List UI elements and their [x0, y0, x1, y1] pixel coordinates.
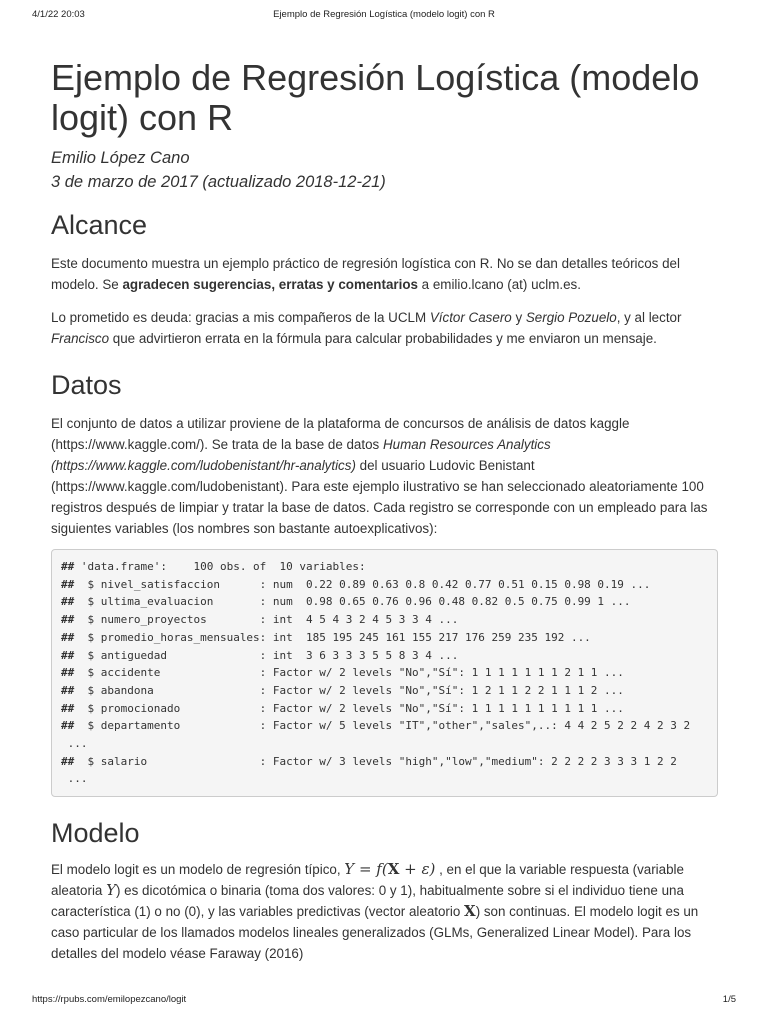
title-line-1: Ejemplo de Regresión Logística (modelo — [51, 57, 700, 98]
text-run: del usuario Ludovic Benistant (https://www.kaggle.com/ludobenistant). Para este ejemplo ilustrativo se han seleccionado aleatoriamente 100 registros después de limpiar y tratar la base de datos. Cada registro se corresponde con un empleado para las siguientes variables (los nombres son bastante autoexplicativos): — [51, 458, 708, 536]
code-line — [61, 595, 631, 608]
person-name: Sergio Pozuelo — [525, 310, 617, 325]
emphasis-suggestions: agradecen sugerencias, erratas y comentarios — [122, 277, 418, 292]
code-text: $ departamento : Factor w/ 5 levels "IT","other","sales",..: 4 4 2 5 2 2 4 2 3 2 — [74, 719, 691, 733]
code-prefix: ## — [61, 719, 75, 733]
text-run: que advirtieron errata en la fórmula para calcular probabilidades y me enviaron un mensaje. — [109, 331, 657, 346]
code-line — [61, 560, 366, 573]
print-header — [32, 9, 736, 23]
code-prefix: ## — [61, 648, 75, 662]
text-run: Lo prometido es deuda: gracias a mis compañeros de la UCLM — [51, 310, 430, 325]
code-line — [61, 578, 650, 591]
code-prefix: ## — [61, 666, 75, 680]
section-heading-alcance: Alcance — [51, 210, 148, 240]
code-line — [61, 684, 624, 697]
code-line — [61, 772, 88, 785]
text-run: y — [511, 310, 526, 325]
title-line-2: logit) con R — [51, 97, 234, 138]
code-prefix: ## — [61, 560, 75, 573]
code-prefix: ## — [61, 630, 75, 644]
section-heading-modelo: Modelo — [51, 818, 140, 849]
code-text: $ antiguedad : int 3 6 3 3 3 5 5 8 3 4 ... — [74, 648, 459, 662]
text-run: , en el que la variable respuesta (variable aleatoria — [51, 862, 684, 899]
print-footer — [32, 994, 736, 1008]
code-text: $ salario : Factor w/ 3 levels "high","low","medium": 2 2 2 2 3 3 3 1 2 2 — [74, 754, 677, 768]
text-run: , y al lector — [616, 310, 682, 325]
equation-model: Y = f(X + ε) — [344, 860, 436, 879]
code-prefix: ## — [61, 754, 75, 768]
code-text: $ numero_proyectos : int 4 5 4 3 2 4 5 3 3 4 ... — [74, 613, 459, 627]
page-title — [51, 58, 718, 138]
code-prefix: ## — [61, 595, 75, 609]
document-body — [51, 58, 718, 964]
modelo-paragraph — [51, 859, 718, 964]
code-text: $ promocionado : Factor w/ 2 levels "No","Sí": 1 1 1 1 1 1 1 1 1 1 ... — [74, 701, 624, 715]
doc-date: 3 de marzo de 2017 (actualizado 2018-12-21) — [51, 173, 386, 191]
alcance-paragraph-2 — [51, 307, 718, 349]
code-line — [61, 666, 624, 679]
text-run: El modelo logit es un modelo de regresión típico, — [51, 862, 345, 878]
code-prefix: ## — [61, 613, 75, 627]
code-output-block — [51, 549, 718, 797]
code-text: 'data.frame': 100 obs. of 10 variables: — [74, 560, 366, 573]
code-line — [61, 702, 624, 715]
code-text: $ accidente : Factor w/ 2 levels "No","Sí": 1 1 1 1 1 1 1 2 1 1 ... — [74, 666, 624, 680]
dataset-name-link[interactable]: Human Resources Analytics (https://www.kaggle.com/ludobenistant/hr-analytics) — [51, 437, 551, 473]
code-text: $ ultima_evaluacion : num 0.98 0.65 0.76 0.96 0.48 0.82 0.5 0.75 0.99 1 ... — [74, 595, 631, 609]
section-heading-datos: Datos — [51, 370, 122, 400]
text-run: ) son continuas. El modelo logit es un caso particular de los llamados modelos lineales generalizados (GLMs, Generalized Linear Model). Para los detalles del modelo véase Faraway (2016) — [51, 904, 699, 962]
code-prefix: ## — [61, 577, 75, 591]
equation-y: Y — [106, 881, 116, 900]
equation-x — [464, 902, 476, 920]
vector-x-symbol: X — [464, 902, 476, 921]
datos-paragraph — [51, 413, 718, 539]
code-prefix: ## — [61, 683, 75, 697]
code-text: $ abandona : Factor w/ 2 levels "No","Sí": 1 2 1 1 2 2 1 1 1 2 ... — [74, 683, 624, 697]
text-run: a emilio.lcano (at) uclm.es. — [417, 277, 581, 292]
code-text: $ promedio_horas_mensuales: int 185 195 245 161 155 217 176 259 235 192 ... — [74, 630, 591, 644]
code-text: ... — [61, 737, 88, 751]
print-doc-title: Ejemplo de Regresión Logística (modelo logit) con R — [273, 9, 495, 20]
page-number: 1/5 — [722, 994, 736, 1005]
text-run: Este documento muestra un ejemplo práctico de regresión logística con R. No se dan detalles teóricos del modelo. Se — [51, 256, 680, 292]
code-line — [61, 613, 458, 626]
person-name: Francisco — [51, 331, 110, 346]
code-prefix: ## — [61, 701, 75, 715]
author: Emilio López Cano — [51, 149, 190, 167]
code-line — [61, 631, 591, 644]
person-name: Víctor Casero — [429, 310, 512, 325]
code-line — [61, 737, 88, 750]
print-url: https://rpubs.com/emilopezcano/logit — [32, 994, 187, 1005]
code-line — [61, 649, 458, 662]
code-text: ... — [61, 772, 88, 786]
print-datetime: 4/1/22 20:03 — [32, 9, 85, 20]
code-line — [61, 719, 690, 732]
text-run: El conjunto de datos a utilizar proviene de la plataforma de concursos de análisis de datos kaggle (https://www.kaggle.com/). Se trata de la base de datos — [51, 416, 630, 452]
code-text: $ nivel_satisfaccion : num 0.22 0.89 0.63 0.8 0.42 0.77 0.51 0.15 0.98 0.19 ... — [74, 577, 651, 591]
code-line — [61, 755, 677, 768]
alcance-paragraph-1 — [51, 253, 718, 295]
text-run: ) es dicotómica o binaria (toma dos valores: 0 y 1), habitualmente sobre si el individuo tiene una característica (1) o no (0), y las variables predictivas (vector aleatorio — [51, 883, 684, 920]
